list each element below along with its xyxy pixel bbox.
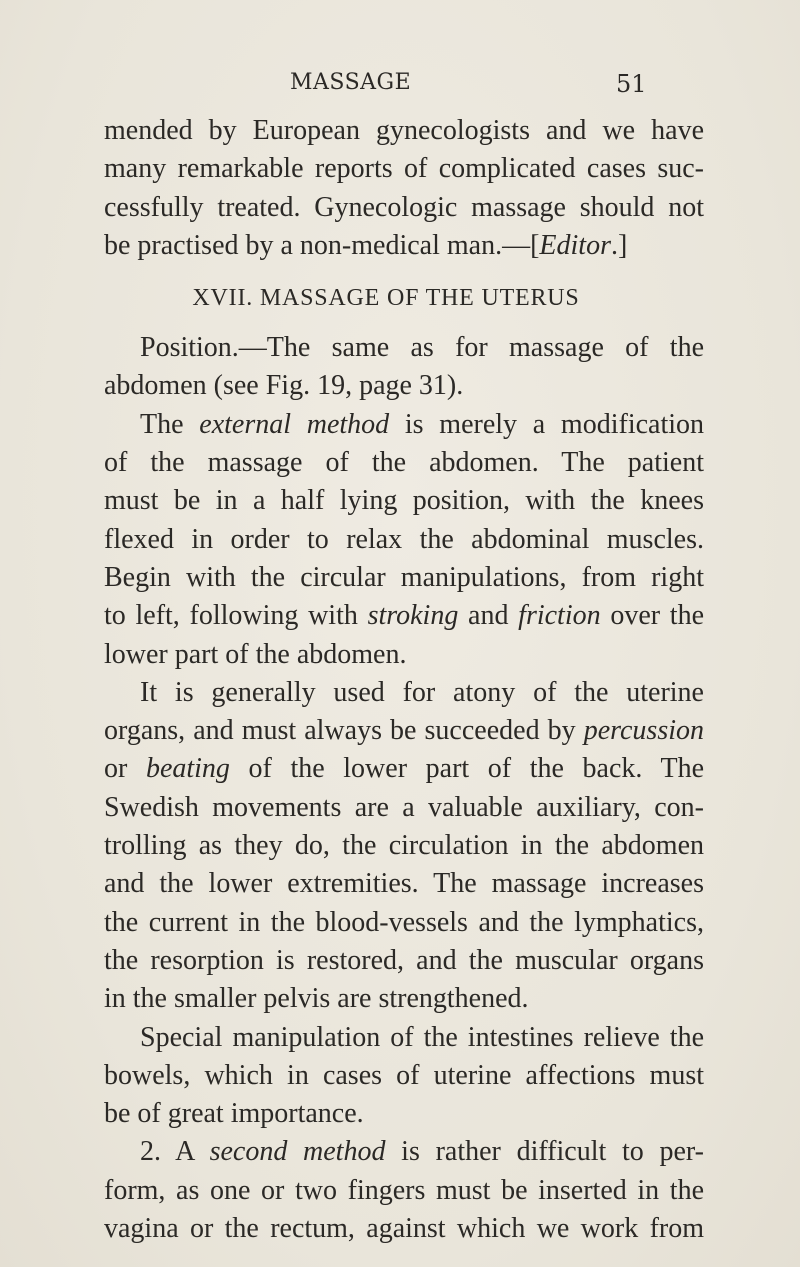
text-run: of the lower part of the back. The (229, 753, 704, 785)
section-heading (104, 265, 704, 329)
text-line: form, as one or two fingers must be inserted in the (104, 1174, 704, 1206)
emphasis: percussion (583, 715, 704, 747)
paragraph-3 (104, 406, 704, 674)
text-line (104, 406, 704, 444)
text-line (104, 712, 704, 750)
text-line: lower part of the abdomen. (104, 638, 407, 670)
text-line: Begin with the circular manipulations, from right (104, 561, 704, 593)
paragraph-1 (104, 112, 704, 265)
text-line: mended by European gynecologists and we have (104, 115, 704, 146)
text-run: .] (610, 229, 628, 261)
running-head (0, 70, 800, 110)
paragraph-6 (104, 1133, 704, 1248)
text-run: be practised by a non-medical man.—[ (104, 229, 540, 261)
text-line: the resorption is restored, and the muscular organs (104, 944, 704, 976)
text-line: Position.—The same as for massage of the (140, 332, 704, 364)
text-line: in the smaller pelvis are strengthened. (104, 983, 529, 1015)
emphasis: stroking (367, 600, 459, 632)
text-line: Special manipulation of the intestines relieve the (140, 1021, 704, 1053)
emphasis: external method (199, 408, 390, 440)
text-run: or (104, 753, 146, 785)
text-line: Swedish movements are a valuable auxiliary, con- (104, 791, 704, 823)
text-line: must be in a half lying position, with the knees (104, 485, 704, 517)
body-text (104, 112, 704, 1248)
text-line: bowels, which in cases of uterine affections must (104, 1059, 704, 1091)
text-line: of the massage of the abdomen. The patient (104, 447, 704, 479)
emphasis: friction (518, 600, 601, 632)
running-head-title: MASSAGE (290, 70, 412, 95)
text-run: 2. A (140, 1136, 210, 1168)
text-run: is merely a modification (389, 408, 705, 440)
text-run: organs, and must always be succeeded by (104, 715, 584, 747)
text-line: abdomen (see Fig. 19, page 31). (104, 370, 464, 402)
text-line: trolling as they do, the circulation in the abdomen (104, 830, 704, 862)
emphasis: beating (145, 753, 230, 785)
text-line: vagina or the rectum, against which we work from (104, 1213, 704, 1245)
text-run: to left, following with (104, 600, 368, 632)
paragraph-5 (104, 1019, 704, 1134)
text-run: The (140, 408, 200, 440)
text-line: It is generally used for atony of the uterine (140, 676, 704, 708)
text-line (104, 227, 704, 265)
text-line (104, 750, 704, 788)
text-line: cessfully treated. Gynecologic massage should not (104, 191, 704, 223)
text-line: be of great importance. (104, 1098, 364, 1130)
text-line: flexed in order to relax the abdominal muscles. (104, 523, 704, 555)
paragraph-2 (104, 329, 704, 406)
text-line: and the lower extremities. The massage increases (104, 868, 704, 900)
text-line: many remarkable reports of complicated cases suc- (104, 153, 704, 185)
text-run: over the (600, 600, 704, 632)
section-heading-text: XVII. MASSAGE OF THE UTERUS (192, 285, 580, 312)
text-run: and (458, 600, 519, 632)
text-run: is rather difficult to per- (385, 1136, 704, 1168)
page-number: 51 (616, 70, 647, 98)
editor-note: Editor (539, 229, 611, 261)
text-line (104, 597, 704, 635)
text-line (104, 1133, 704, 1171)
text-line: the current in the blood-vessels and the lymphatics, (104, 906, 704, 938)
emphasis: second method (209, 1136, 386, 1168)
paragraph-4 (104, 674, 704, 1019)
